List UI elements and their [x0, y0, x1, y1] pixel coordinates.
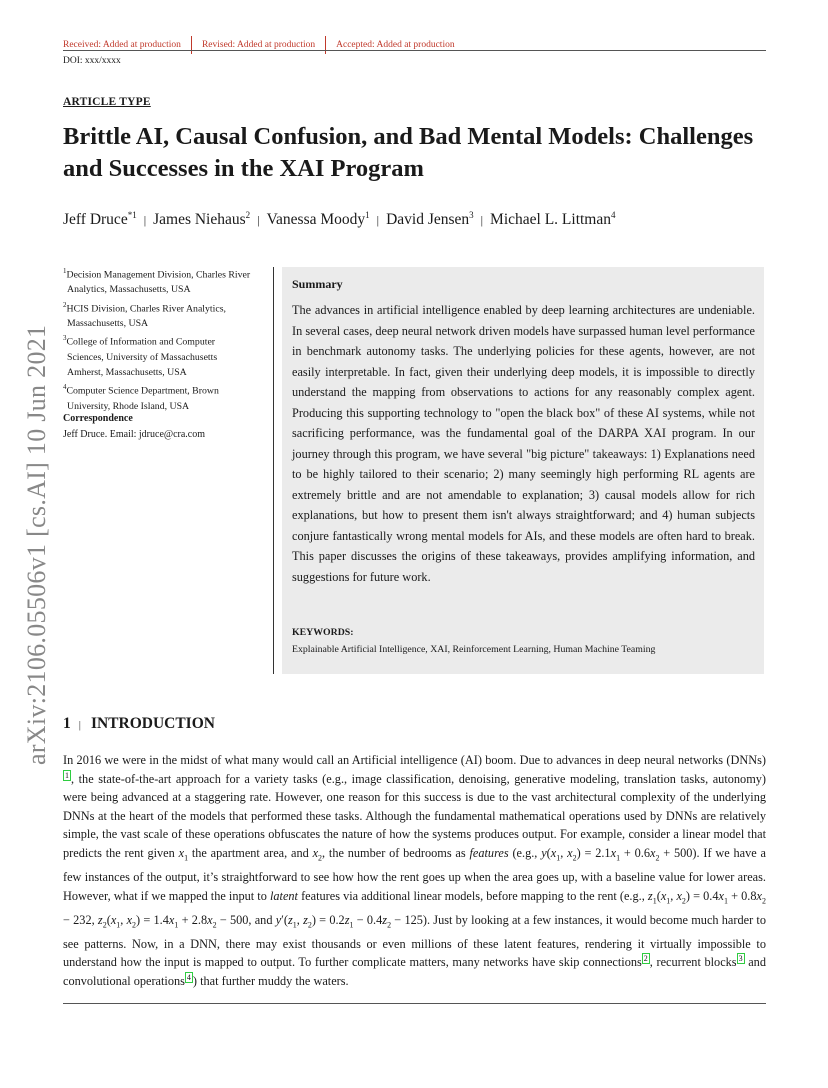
author: Jeff Druce$^{*1}$	[63, 210, 137, 229]
author-separator: |	[143, 213, 147, 228]
affiliation: $^4$Computer Science Department, Brown University, Rhode Island, USA	[63, 383, 219, 412]
affiliation: $^3$College of Information and Computer Sciences, University of Massachusetts Amherst, Massachusetts, USA	[63, 334, 218, 379]
section-title: INTRODUCTION	[90, 715, 215, 732]
author-separator: |	[376, 213, 380, 228]
summary-text: The advances in artificial intelligence enabled by deep learning architectures are undeniable. In several cases, deep neural network driven models have surpassed human level performance in benchmark autonomy tasks. The underlying policies for these agents, however, are not easily interpretable. In fact, given their underlying deep models, it is impossible to directly understand the mapping from observations to actions for any reasonably complex agent. Producing this supporting technology to "open the black box" of these AI systems, while not sacrificing performance, was the fundamental goal of the DARPA XAI program. In our journey through this program, we have several "big picture" takeaways: 1) Explanations need to be highly tailored to their scenario; 2) many seemingly high performing RL agents are extremely brittle and are not amendable to explanation; 3) causal models allow for rich explanations, but how to present them isn't always straightforward; and 4) human subjects conjure fantastically wrong mental models for AIs, and these models are often hard to break. This paper discusses the origins of these takeaways, provides amplifying information, and suggestions for future work.	[292, 303, 755, 584]
introduction-body	[63, 751, 766, 991]
header-rule	[63, 50, 766, 51]
keywords-heading: KEYWORDS:	[292, 627, 354, 638]
citation-link[interactable]: 2	[643, 954, 648, 964]
keywords-text: Explainable Artificial Intelligence, XAI, Reinforcement Learning, Human Machine Teaming	[292, 644, 656, 655]
arxiv-stamp: arXiv:2106.05506v1 [cs.AI] 10 Jun 2021	[22, 324, 51, 765]
author: James Niehaus$^2$	[153, 210, 251, 229]
received-date: Received: Added at production	[63, 40, 181, 50]
doi: DOI: xxx/xxxx	[63, 56, 121, 66]
citation-link[interactable]: 1	[65, 770, 69, 780]
citation-link[interactable]: 4	[186, 973, 191, 983]
author: David Jensen$^3$	[386, 210, 474, 229]
author-list	[63, 210, 616, 229]
citation-link[interactable]: 3	[738, 954, 743, 964]
author-separator: |	[257, 213, 260, 228]
article-type: ARTICLE TYPE	[63, 96, 151, 108]
footer-rule	[63, 1003, 766, 1004]
divider	[325, 36, 326, 54]
author: Michael L. Littman$^4$	[490, 210, 616, 229]
correspondence-heading: Correspondence	[63, 413, 133, 424]
paragraph: In 2016 we were in the midst of what many would call an Artificial intelligence (AI) boom. Due to advances in deep neural networks (DNNs)1 , the state-of-the-art approach for a variety tasks (e.g., image classification, denoising, generative modeling, translation tasks, autonomy) were being advanced at a staggering rate. However, one reason for this success is due to the vast architectural complexity of the underlying DNNs at the heart of the models that performed these tasks. Although the fundamental mathematical operations used by DNNs are relatively simple, the vast scale of these operations obfuscates the nature of how the systems produces output. For example, consider a linear model that predicts the rent given $x_1$ the apartment area, and $x_2$, the number of bedrooms as features (e.g., $y(x_1$, $x_2) = 2.1x_1 + 0.6x_2 + 500$). If we have a few instances of the output, it’s straightforward to see how how the rent goes up when the area goes up, with a baseline value for lower areas. However, what if we mapped the input to latent features via additional linear models, before mapping to the rent (e.g., $z_1(x_1$, $x_2) = 0.4x_1 + 0.8x_2 - 232$, $z_2(x_1$, $x_2) = 1.4x_1 + 2.8x_2 - 500$, and $y'(z_1$, $z_2) = 0.2z_1 - 0.4z_2 - 125$). Just by looking at a few instances, it would become much harder to see patterns. Now, in a DNN, there may exist thousands or even millions of these latent features, rendering it virtually impossible to understand how the input is mapped to output. To further complicate matters, many networks have skip connections 2 , recurrent blocks 3 and convolutional operations 4 ) that further muddy the waters.	[63, 753, 767, 989]
correspondence-text: Jeff Druce. Email: jdruce@cra.com	[63, 429, 206, 440]
paper-title: Brittle AI, Causal Confusion, and Bad Mental Models: Challenges and Successes in the XAI Program	[63, 123, 754, 182]
accepted-date: Accepted: Added at production	[336, 40, 455, 50]
author-separator: |	[480, 213, 484, 228]
section-separator: |	[78, 719, 81, 731]
summary-rule	[273, 267, 274, 674]
section-heading	[63, 715, 215, 733]
summary-heading: Summary	[292, 277, 343, 291]
section-number: 1	[63, 715, 71, 732]
affiliation: $^2$HCIS Division, Charles River Analytics, Massachusetts, USA	[63, 300, 226, 330]
divider	[191, 36, 192, 54]
affiliations	[63, 264, 253, 414]
publication-dates	[63, 36, 455, 54]
author: Vanessa Moody$^1$	[266, 210, 370, 229]
revised-date: Revised: Added at production	[201, 40, 316, 50]
affiliation: $^1$Decision Management Division, Charles River Analytics, Massachusetts, USA	[63, 267, 251, 296]
